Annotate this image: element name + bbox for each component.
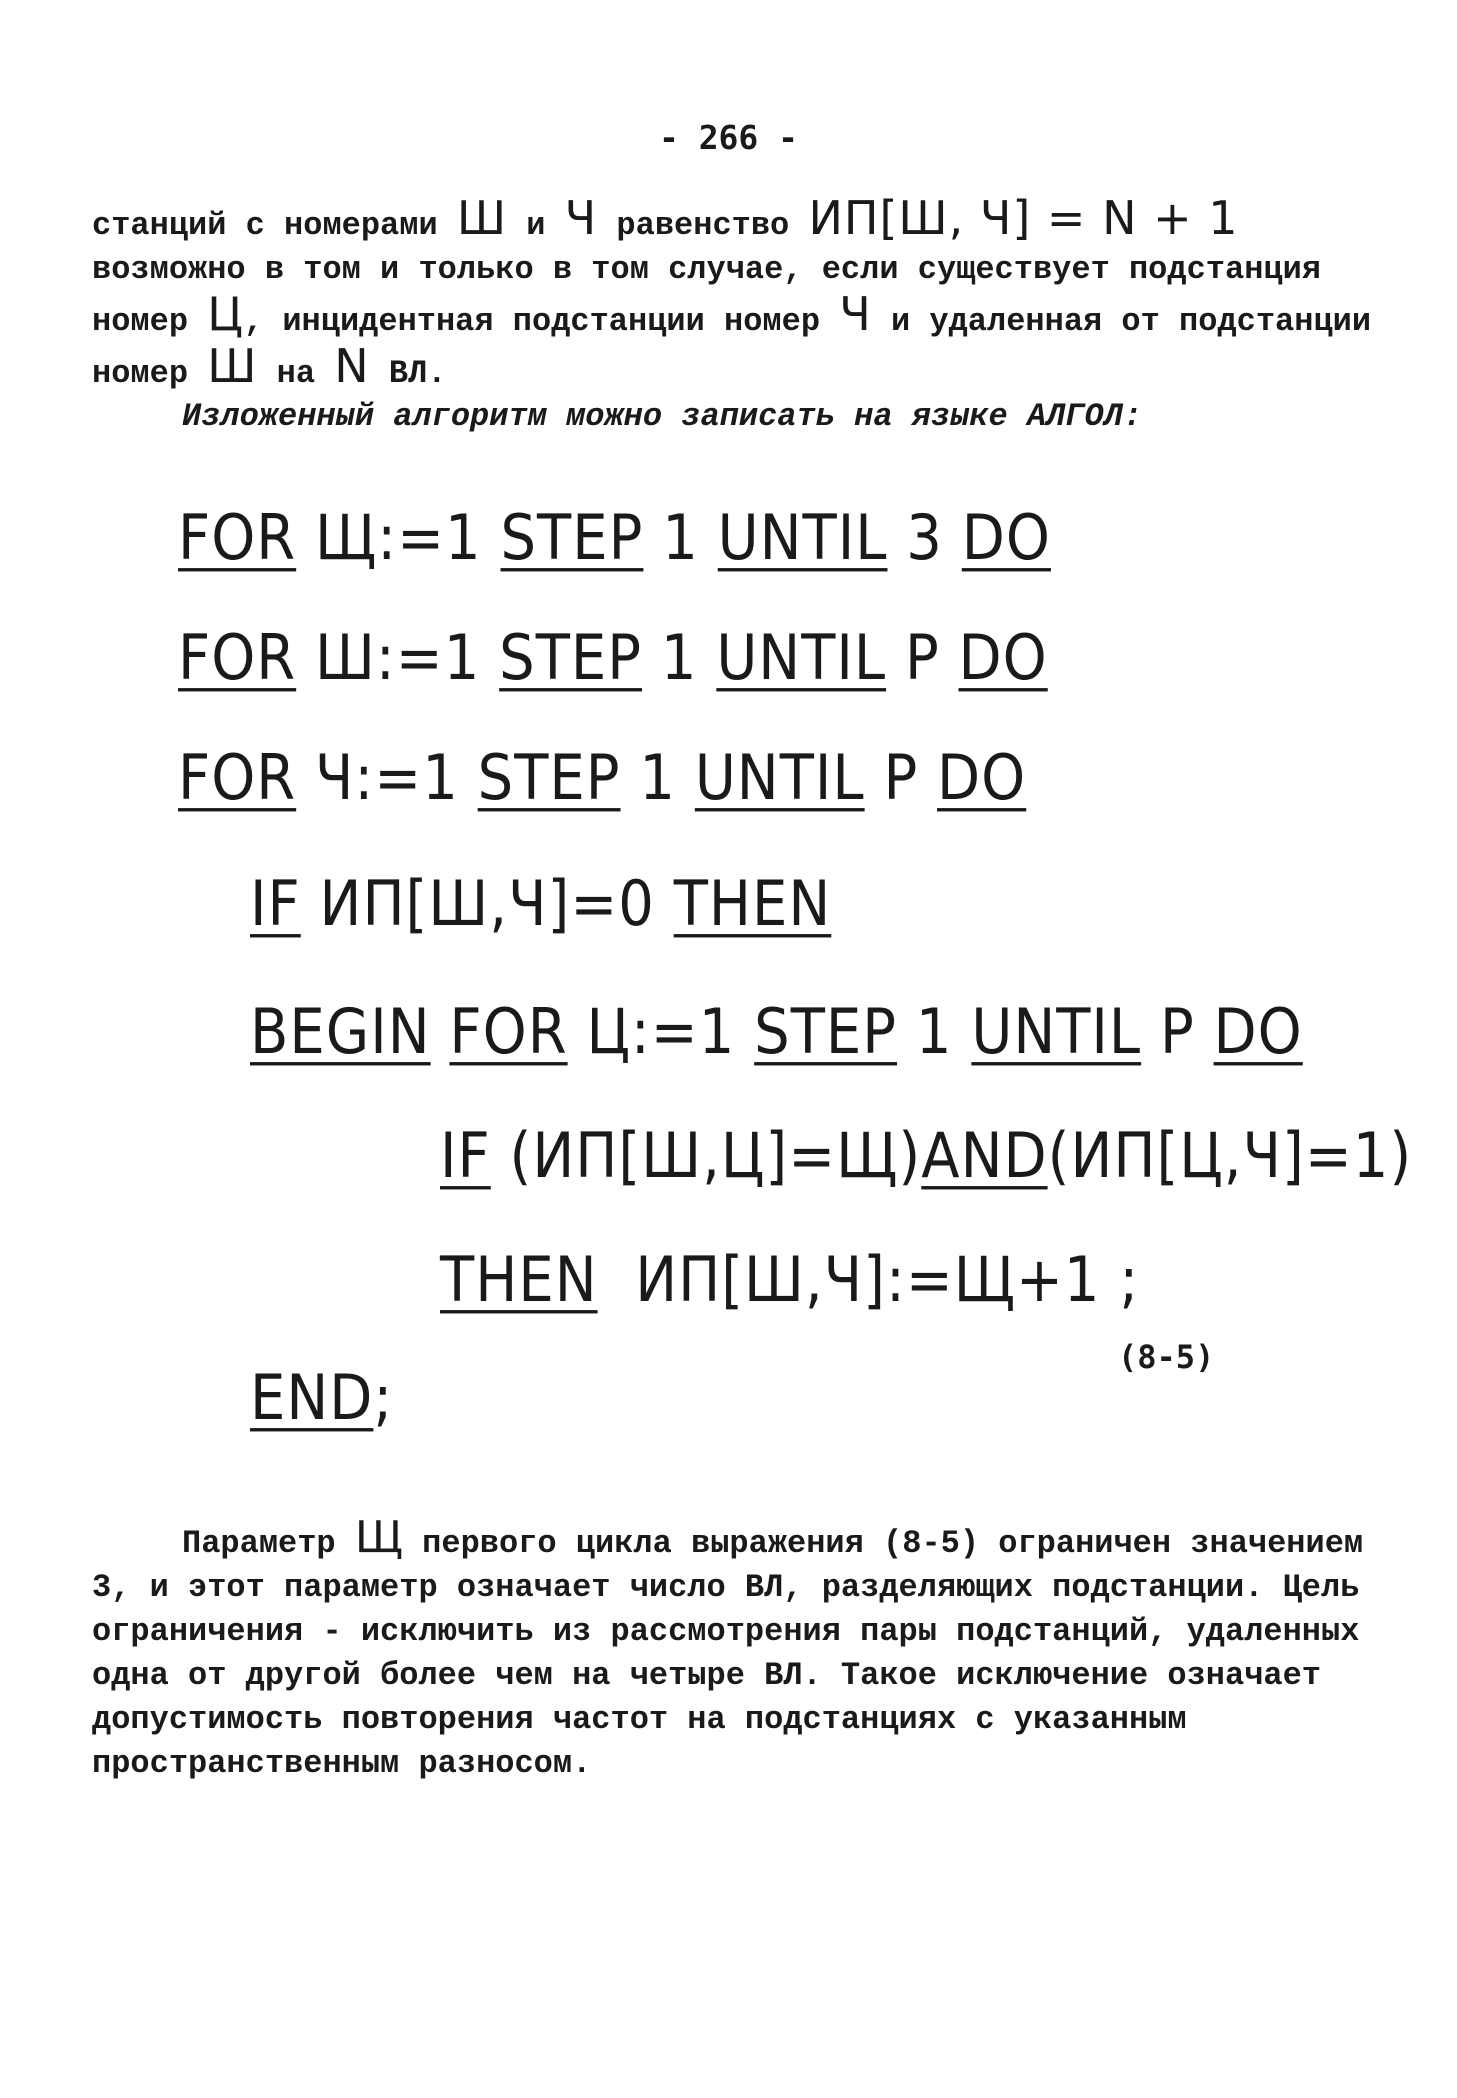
keyword-step: STEP — [477, 742, 621, 815]
intro-text-3: равенство — [597, 207, 809, 244]
keyword-for: FOR — [449, 996, 568, 1069]
keyword-for: FOR — [178, 502, 297, 575]
explanation-paragraph — [92, 1512, 1382, 1786]
symbol-sh-2: Ш — [207, 339, 258, 393]
keyword-until: UNTIL — [716, 622, 887, 695]
intro-formula: ИП[Ш, Ч] = N + 1 — [808, 191, 1239, 245]
symbol-shch: Щ — [354, 1512, 403, 1563]
intro-text-5: , инцидентная подстанции номер — [243, 303, 840, 340]
step-value: 1 — [662, 502, 699, 575]
loop-var: Ш:=1 — [315, 622, 481, 695]
keyword-do: DO — [961, 502, 1051, 575]
keyword-for: FOR — [178, 742, 297, 815]
keyword-if: IF — [250, 868, 301, 941]
page-number: - 266 - — [658, 118, 799, 157]
keyword-do: DO — [937, 742, 1027, 815]
limit-value: P — [1159, 996, 1195, 1069]
step-value: 1 — [915, 996, 953, 1069]
keyword-until: UNTIL — [971, 996, 1142, 1069]
symbol-n: N — [334, 339, 370, 393]
intro-paragraph — [92, 191, 1382, 396]
equation-number: (8-5) — [1118, 1338, 1215, 1376]
keyword-do: DO — [958, 622, 1048, 695]
step-value: 1 — [660, 622, 698, 695]
after-text-2: первого цикла выражения (8-5) ограничен значением 3, и этот параметр означает число ВЛ, разделяющих подстанции. Цель ограничения - исключить из рассмотрения пары подстанций, удаленных одна от другой более чем на четыре ВЛ. Такое исключение означает допустимость повторения частот на подстанциях с указанным пространственным разносом. — [92, 1525, 1364, 1782]
keyword-for: FOR — [178, 622, 297, 695]
code-line-2 — [178, 622, 1048, 695]
keyword-begin: BEGIN — [250, 996, 431, 1069]
symbol-sh: Ш — [456, 191, 508, 245]
keyword-if: IF — [440, 1120, 491, 1193]
intro-text-4: возможно в том и только в том случае, если существует подстанция номер — [92, 251, 1321, 340]
algol-lead-text: Изложенный алгоритм можно записать на языке АЛГОЛ: — [182, 398, 1143, 435]
keyword-then: THEN — [673, 868, 832, 941]
intro-text-6: и удаленная от подстанции номер — [92, 303, 1372, 392]
loop-var: Ц:=1 — [586, 996, 736, 1069]
symbol-ts: Ц — [207, 287, 244, 341]
condition-2: (ИП[Ц,Ч]=1) — [1047, 1120, 1413, 1193]
intro-text-1: станций с номерами — [92, 207, 457, 244]
limit-value: 3 — [906, 502, 943, 575]
code-line-8 — [250, 1362, 393, 1435]
intro-text-8: ВЛ. — [369, 355, 447, 392]
code-line-4 — [250, 868, 831, 941]
keyword-until: UNTIL — [717, 502, 888, 575]
code-line-3 — [178, 742, 1026, 815]
code-line-5 — [250, 996, 1303, 1069]
loop-var: Ч:=1 — [315, 742, 459, 815]
keyword-step: STEP — [500, 502, 644, 575]
condition: ИП[Ш,Ч]=0 — [319, 868, 655, 941]
symbol-ch: Ч — [564, 191, 598, 245]
limit-value: P — [883, 742, 919, 815]
end-semicolon: ; — [373, 1362, 394, 1435]
intro-text-7: на — [257, 355, 335, 392]
keyword-do: DO — [1213, 996, 1303, 1069]
code-line-1 — [178, 502, 1051, 575]
code-line-6 — [440, 1120, 1412, 1193]
limit-value: P — [904, 622, 940, 695]
keyword-and: AND — [921, 1120, 1048, 1193]
keyword-step: STEP — [754, 996, 898, 1069]
code-line-7 — [440, 1244, 1139, 1317]
step-value: 1 — [639, 742, 676, 815]
after-text-1: Параметр — [182, 1525, 355, 1562]
intro-text-2: и — [507, 207, 565, 244]
assignment-statement: ИП[Ш,Ч]:=Щ+1 ; — [635, 1244, 1140, 1317]
keyword-step: STEP — [499, 622, 643, 695]
keyword-then: THEN — [440, 1244, 598, 1317]
loop-var: Щ:=1 — [315, 502, 482, 575]
symbol-ch-2: Ч — [839, 287, 872, 341]
keyword-end: END — [250, 1362, 374, 1435]
condition-1: (ИП[Ш,Ц]=Щ) — [509, 1120, 922, 1193]
keyword-until: UNTIL — [694, 742, 865, 815]
